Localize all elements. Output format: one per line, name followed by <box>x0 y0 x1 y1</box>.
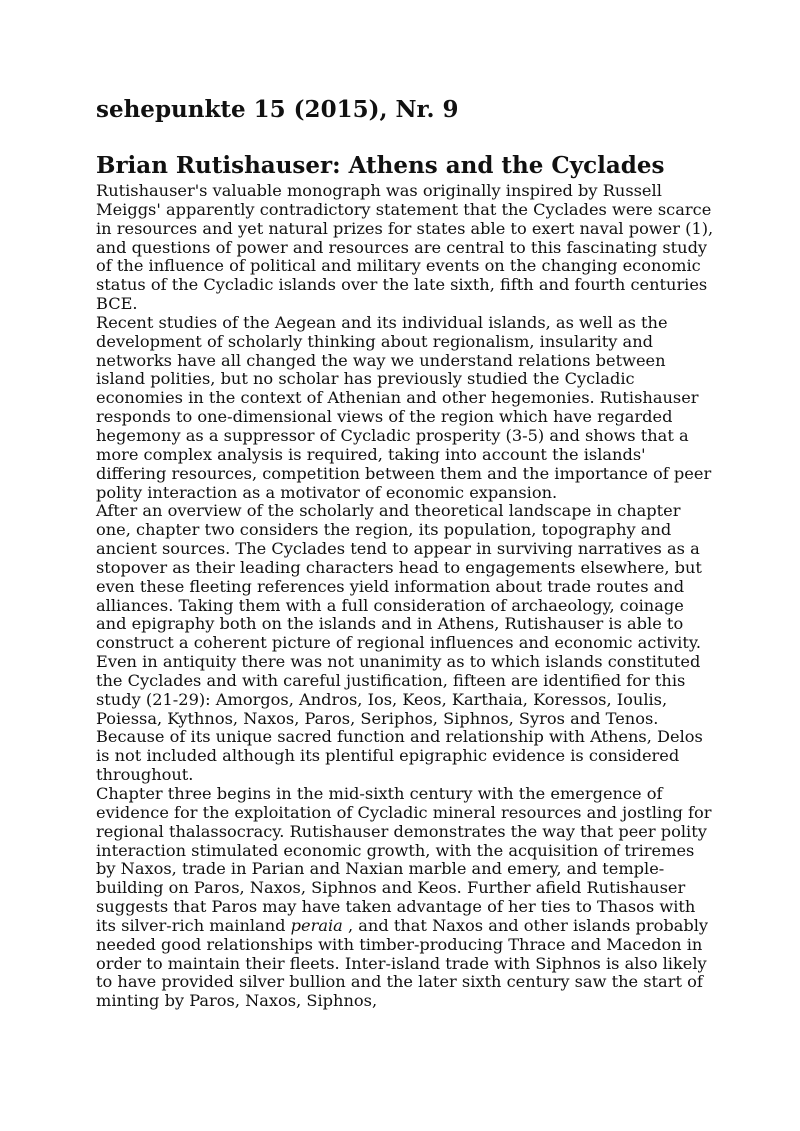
review-body <box>96 182 716 1011</box>
review-title: Brian Rutishauser: Athens and the Cyclades <box>96 152 665 179</box>
paragraph-3: After an overview of the scholarly and theoretical landscape in chapter one, chapter two considers the region, its population, topography and ancient sources. The Cyclades tend to appear in surviving narratives as a stopover as their leading characters head to engagements elsewhere, but even these fleeting references yield information about trade routes and alliances. Taking them with a full consideration of archaeology, coinage and epigraphy both on the islands and in Athens, Rutishauser is able to construct a coherent picture of regional influences and economic activity. <box>96 501 702 653</box>
paragraph-5 <box>96 785 716 1011</box>
paragraph-5-text-b: , and that Naxos and other islands probably needed good relationships with timber-producing Thrace and Macedon in order to maintain their fleets. Inter-island trade with Siphnos is also likely to have provided silver bullion and the later sixth century saw the start of minting by Paros, Naxos, Siphnos, <box>96 915 709 1011</box>
paragraph-2: Recent studies of the Aegean and its individual islands, as well as the development of scholarly thinking about regionalism, insularity and networks have all changed the way we understand relations between island polities, but no scholar has previously studied the Cycladic economies in the context of Athenian and other hegemonies. Rutishauser responds to one-dimensional views of the region which have regarded hegemony as a suppressor of Cycladic prosperity (3-5) and shows that a more complex analysis is required, taking into account the islands' differing resources, competition between them and the importance of peer polity interaction as a motivator of economic expansion. <box>96 312 712 502</box>
paragraph-5-text-a: Chapter three begins in the mid-sixth century with the emergence of evidence for the exploitation of Cycladic mineral resources and jostling for regional thalassocracy. Rutishauser demonstrates the way that peer polity interaction stimulated economic growth, with the acquisition of triremes by Naxos, trade in Parian and Naxian marble and emery, and temple-building on Paros, Naxos, Siphnos and Keos. Further afield Rutishauser suggests that Paros may have taken advantage of her ties to Thasos with its silver-rich mainland <box>96 784 712 935</box>
journal-heading: sehepunkte 15 (2015), Nr. 9 <box>96 96 459 123</box>
paragraph-4: Even in antiquity there was not unanimity as to which islands constituted the Cyclades and with careful justification, fifteen are identified for this study (21-29): Amorgos, Andros, Ios, Keos, Karthaia, Koressos, Ioulis, Poiessa, Kythnos, Naxos, Paros, Seriphos, Siphnos, Syros and Tenos. Because of its unique sacred function and relationship with Athens, Delos is not included although its plentiful epigraphic evidence is considered throughout. <box>96 652 703 785</box>
paragraph-5-italic-term: peraia <box>290 915 343 935</box>
paragraph-1: Rutishauser's valuable monograph was originally inspired by Russell Meiggs' apparently contradictory statement that the Cyclades were scarce in resources and yet natural prizes for states able to exert naval power (1), and questions of power and resources are central to this fascinating study of the influence of political and military events on the changing economic status of the Cycladic islands over the late sixth, fifth and fourth centuries BCE. <box>96 181 714 314</box>
